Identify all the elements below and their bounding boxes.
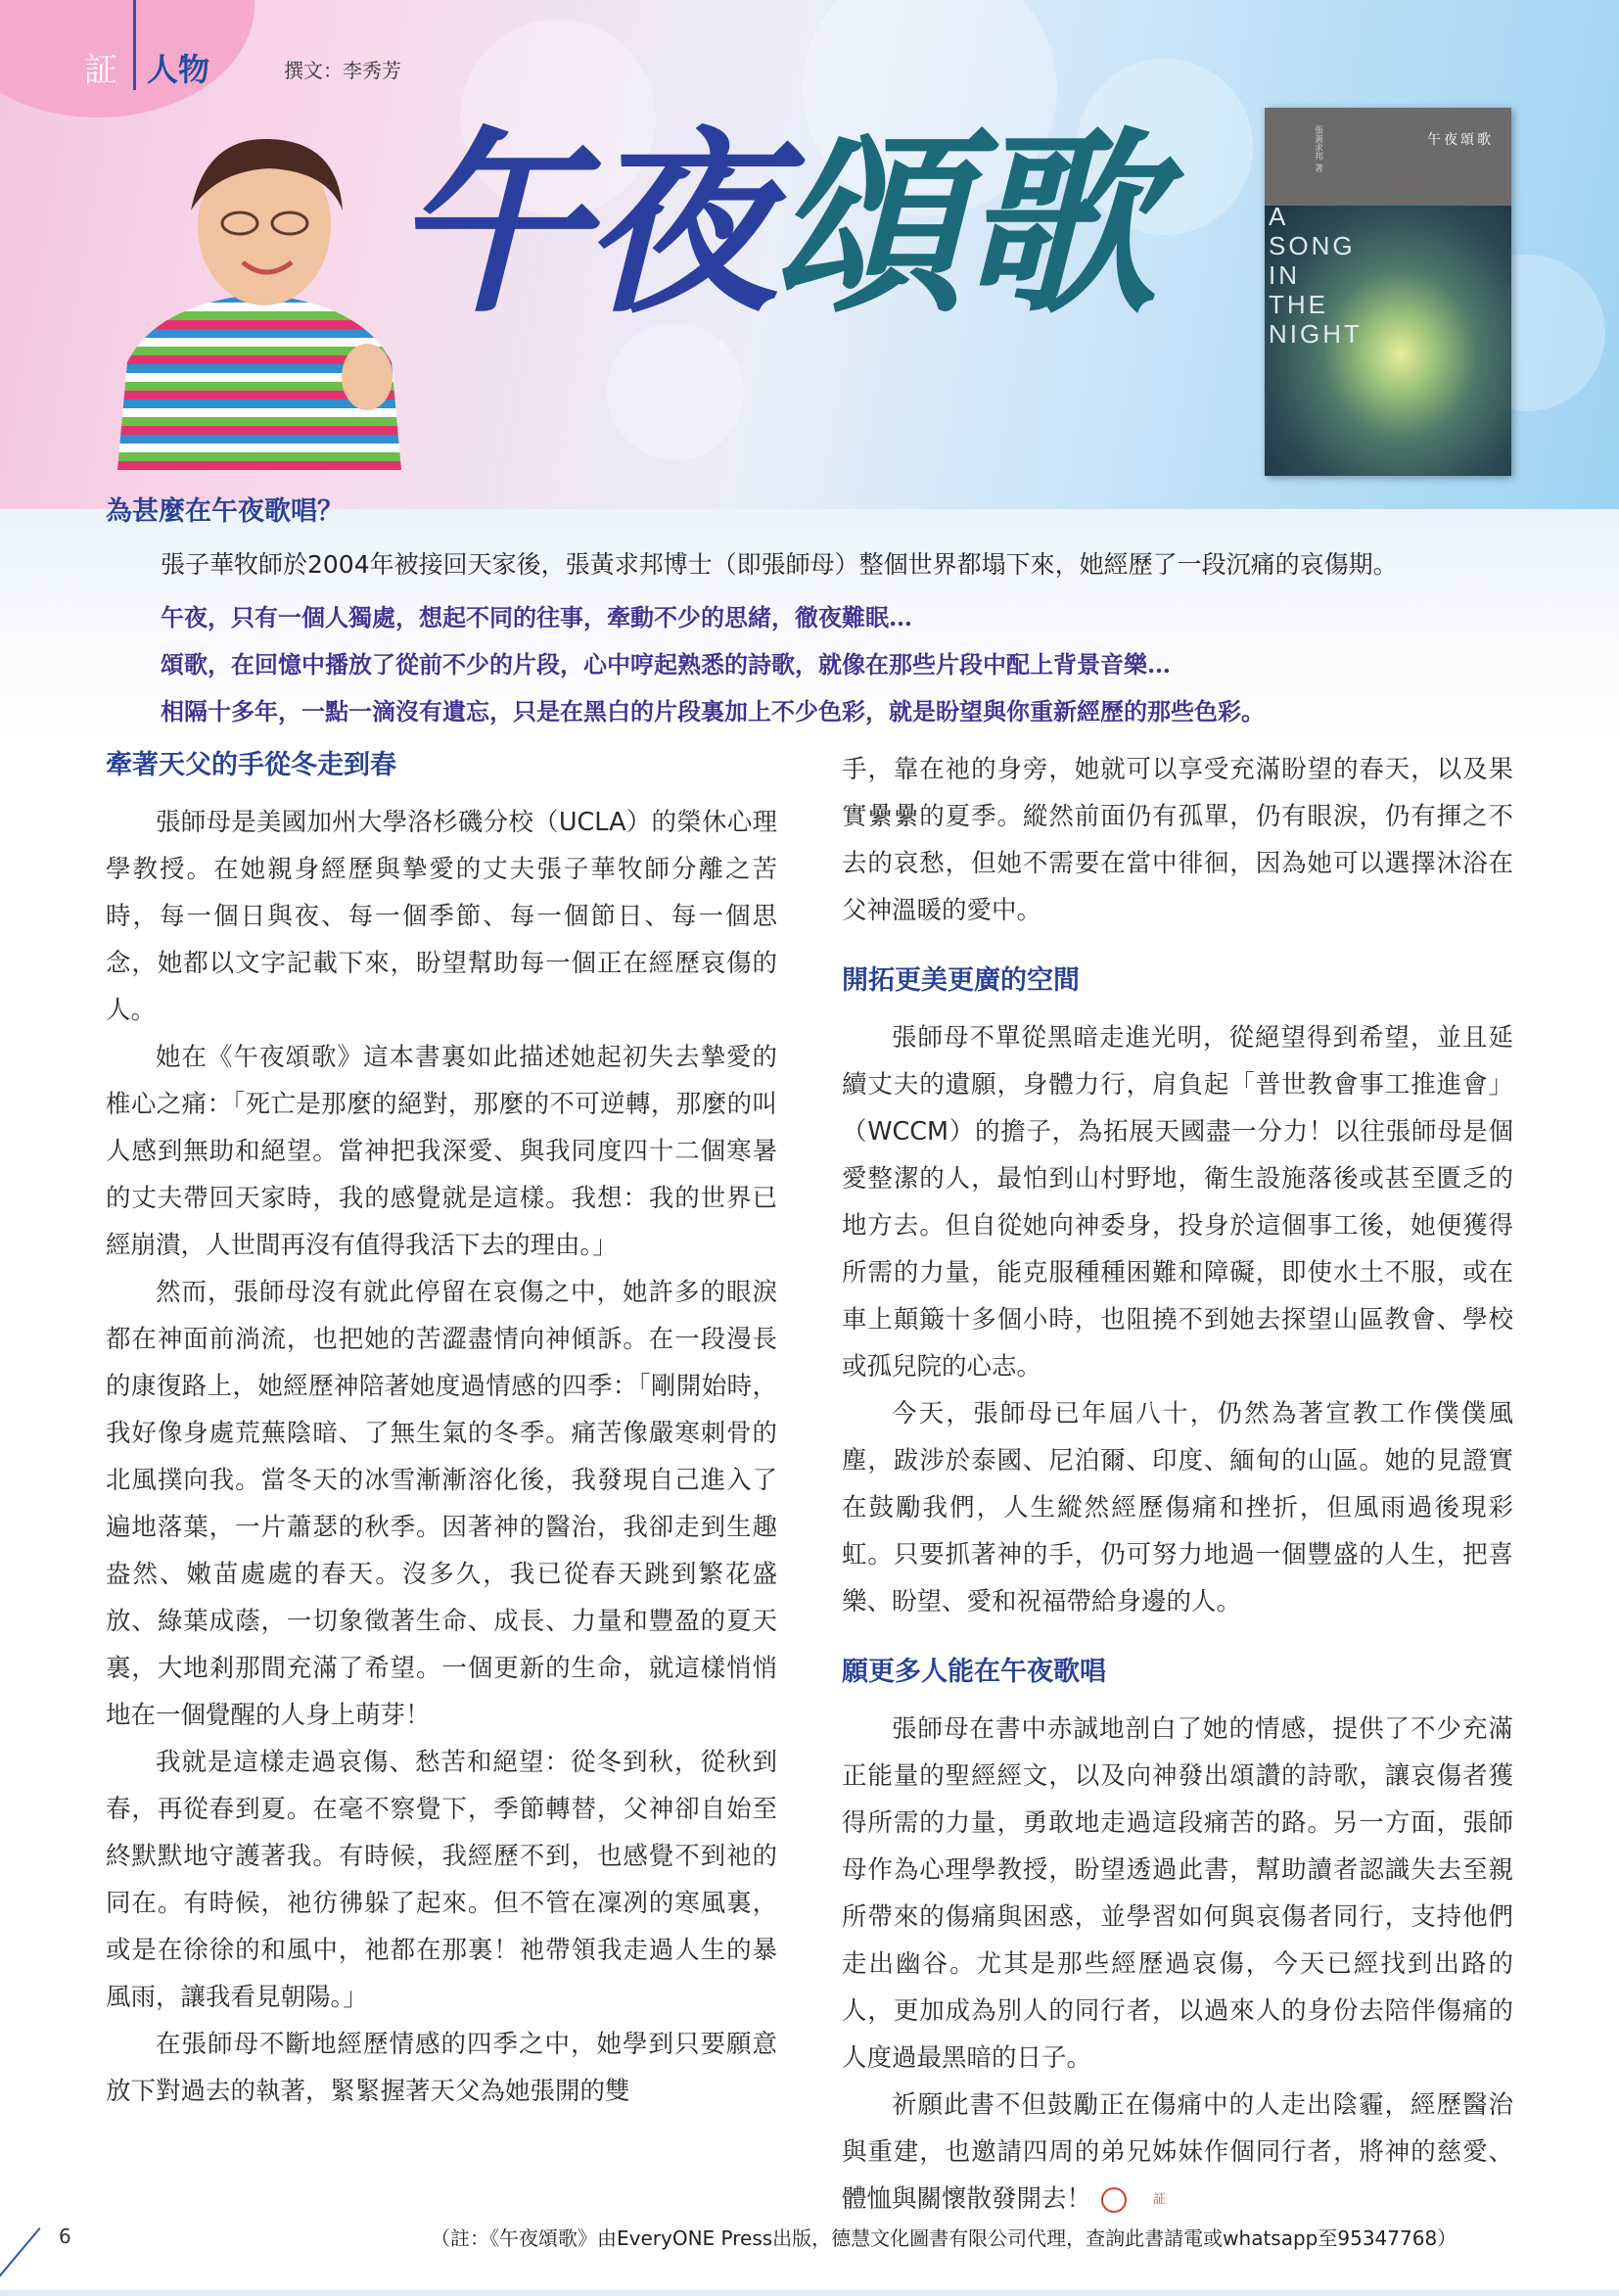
body-paragraph: 她在《午夜頌歌》這本書裏如此描述她起初失去摯愛的椎心之痛：「死亡是那麼的絕對，那麼的不可逆轉，那麼的叫人感到無助和絕望。當神把我深愛、與我同度四十二個寒暑的丈夫帶回天家時，我的感覺就是這樣。我想：我的世界已經崩潰，人世間再沒有值得我活下去的理由。」 [106,1043,777,1260]
body-paragraph: 手，靠在祂的身旁，她就可以享受充滿盼望的春天，以及果實纍纍的夏季。縱然前面仍有孤單，仍有眼淚，仍有揮之不去的哀愁，但她不需要在當中徘徊，因為她可以選擇沐浴在父神溫暖的愛中。 [842,755,1513,925]
title-char: 午 [392,110,582,340]
section-tag-zheng: 証 [84,51,117,90]
closing-text: 祈願此書不但鼓勵正在傷痛中的人走出陰霾，經歷醫治與重建，也邀請四周的弟兄姊妹作個同行者，將神的慈愛、體恤與關懷散發開去！ [842,2090,1513,2214]
body-paragraph: 張師母是美國加州大學洛杉磯分校（UCLA）的榮休心理學教授。在她親身經歷與摯愛的丈夫張子華牧師分離之苦時，每一個日與夜、每一個季節、每一個節日、每一個思念，她都以文字記載下來，盼望幫助每一個正在經歷哀傷的人。 [106,808,777,1025]
section-tag-divider [133,0,136,90]
book-cover-top [1265,108,1511,206]
book-cover-author: 張黃求邦 著 [1313,125,1322,172]
book-cover-english-line: IN [1269,260,1300,290]
section-tag-label: 人物 [147,51,210,88]
section-tag-background [0,0,254,117]
page-number: 6 [59,2225,71,2248]
book-cover [1265,108,1511,476]
title-char: 夜 [581,110,772,340]
portrait-photo [98,117,421,470]
section-heading: 牽著天父的手從冬走到春 [106,750,396,780]
intro-paragraph: 張子華牧師於2004年被接回天家後，張黃求邦博士（即張師母）整個世界都塌下來，她經歷了一段沉痛的哀傷期。 [161,550,1398,579]
footer-note: （註：《午夜頌歌》由EveryONE Press出版，德慧文化圖書有限公司代理，查詢此書請電或whatsapp至95347768） [431,2226,1457,2250]
intro-highlight-line: 相隔十多年，一點一滴沒有遺忘，只是在黑白的片段裏加上不少色彩，就是盼望與你重新經歷的那些色彩。 [161,697,1265,726]
footer-divider [0,2227,41,2296]
author-credit: 撰文：李秀芳 [284,59,401,82]
book-cover-title: 午夜頌歌 [1427,132,1494,148]
book-cover-english-title [1269,202,1363,349]
body-paragraph: 我就是這樣走過哀傷、愁苦和絕望：從冬到秋，從秋到春，再從春到夏。在毫不察覺下，季節轉替，父神卻自始至終默默地守護著我。有時候，我經歷不到，也感覺不到祂的同在。有時候，祂彷彿躲了起來。但不管在凜冽的寒風裏，或是在徐徐的和風中，祂都在那裏！祂帶領我走過人生的暴風雨，讓我看見朝陽。」 [106,1748,777,2012]
body-paragraph: 張師母在書中赤誠地剖白了她的情感，提供了不少充滿正能量的聖經經文，以及向神發出頌讚的詩歌，讓哀傷者獲得所需的力量，勇敢地走過這段痛苦的路。另一方面，張師母作為心理學教授，盼望透過此書，幫助讀者認識失去至親所帶來的傷痛與困惑，並學習如何與哀傷者同行，支持他們走出幽谷。尤其是那些經歷過哀傷，今天已經找到出路的人，更加成為別人的同行者，以過來人的身份去陪伴傷痛的人度過最黑暗的日子。 [842,1714,1513,2073]
hero-banner [0,0,1619,509]
body-paragraph [842,2082,1513,2223]
book-cover-english-line: NIGHT [1269,319,1363,349]
section-heading: 開拓更美更廣的空間 [842,965,1080,996]
body-paragraph: 在張師母不斷地經歷情感的四季之中，她學到只要願意放下對過去的執著，緊緊握著天父為她張開的雙 [106,2030,777,2106]
intro-section [106,490,1535,735]
bokeh-circle [607,323,744,460]
body-paragraph: 然而，張師母沒有就此停留在哀傷之中，她許多的眼淚都在神面前淌流，也把她的苦澀盡情向神傾訴。在一段漫長的康復路上，她經歷神陪著她度過情感的四季：「剛開始時，我好像身處荒蕪陰暗、了無生氣的冬季。痛苦像嚴寒刺骨的北風撲向我。當冬天的冰雪漸漸溶化後，我發現自己進入了遍地落葉，一片蕭瑟的秋季。因著神的醫治，我卻走到生趣盎然、嫩苗處處的春天。沒多久，我已從春天跳到繁花盛放、綠葉成蔭，一切象徵著生命、成長、力量和豐盈的夏天裏，大地剎那間充滿了希望。一個更新的生命，就這樣悄悄地在一個覺醒的人身上萌芽！ [106,1278,777,1730]
book-cover-english-line: A [1269,202,1289,231]
section-heading: 願更多人能在午夜歌唱 [842,1657,1106,1687]
book-cover-english-line: SONG [1269,231,1356,260]
title-char: 歌 [961,110,1152,340]
right-column [842,746,1513,2223]
title-char: 頌 [771,110,962,340]
book-cover-english-line: THE [1269,290,1328,319]
intro-highlight-line: 頌歌，在回憶中播放了從前不少的片段，心中哼起熟悉的詩歌，就像在那些片段中配上背景音樂… [161,650,1171,679]
body-paragraph: 今天，張師母已年屆八十，仍然為著宣教工作僕僕風塵，跋涉於泰國、尼泊爾、印度、緬甸的山區。她的見證實在鼓勵我們，人生縱然經歷傷痛和挫折，但風雨過後現彩虹。只要抓著神的手，仍可努力地過一個豐盛的人生，把喜樂、盼望、愛和祝福帶給身邊的人。 [842,1399,1513,1617]
intro-highlight-line: 午夜，只有一個人獨處，想起不同的往事，牽動不少的思緒，徹夜難眠… [161,603,912,632]
feature-title [392,110,1152,340]
intro-heading: 為甚麼在午夜歌唱？ [106,496,344,527]
left-column [106,746,777,2115]
body-paragraph: 張師母不單從黑暗走進光明，從絕望得到希望，並且延續丈夫的遺願，身體力行，肩負起「普世教會事工推進會」（WCCM）的擔子，為拓展天國盡一分力！以往張師母是個愛整潔的人，最怕到山村野地，衛生設施落後或甚至匱乏的地方去。但自從她向神委身，投身於這個事工後，她便獲得所需的力量，能克服種種困難和障礙，即使水土不服，或在車上顛簸十多個小時，也阻撓不到她去探望山區教會、學校或孤兒院的心志。 [842,1023,1513,1382]
seal-icon: 証 [1101,2187,1127,2213]
